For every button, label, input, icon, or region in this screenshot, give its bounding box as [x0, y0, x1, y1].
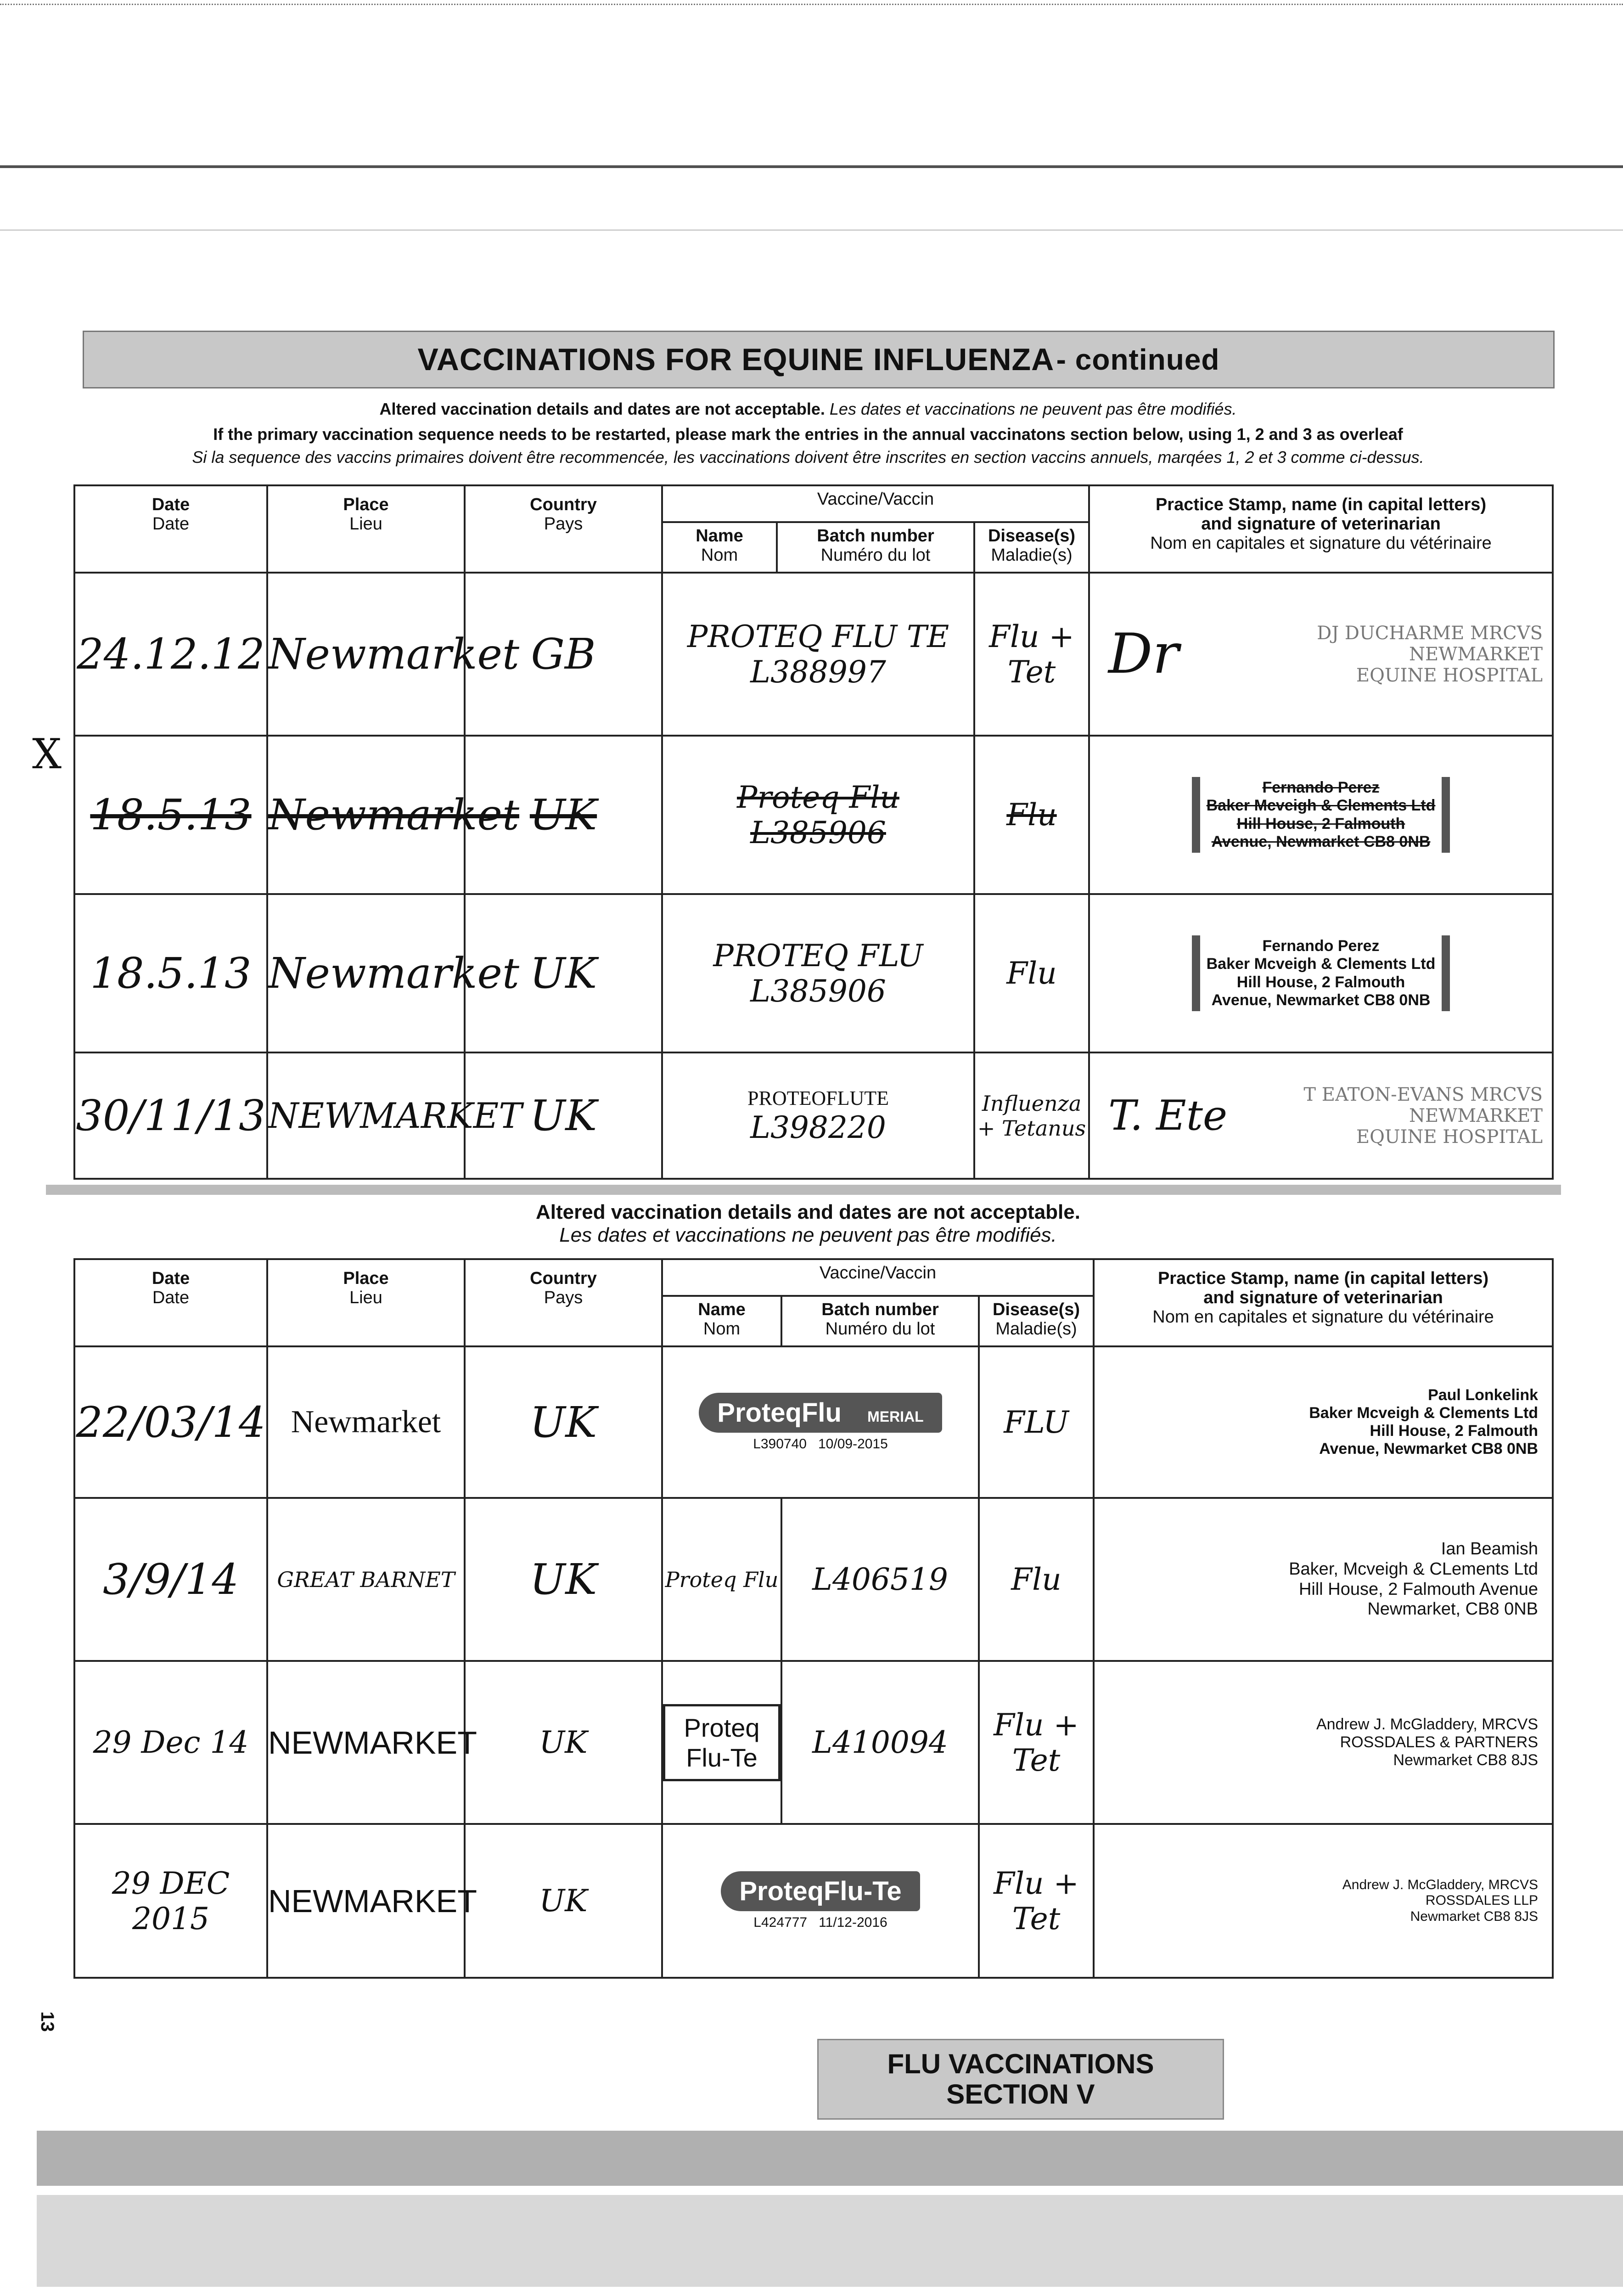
row-name: PROTEOFLUTE — [747, 1086, 889, 1109]
row-vaccine-label — [662, 1346, 979, 1498]
row-vaccine-label — [662, 1824, 979, 1978]
banner-title: VACCINATIONS FOR EQUINE INFLUENZA — [417, 342, 1055, 377]
notice-line-3: Si la sequence des vaccins primaires doivent être recommencée, les vaccinations doivent être inscrites en section vaccins annuels, marqées 1, 2 et 3 comme ci-dessus. — [192, 448, 1424, 467]
header-date: Date Date — [74, 485, 267, 573]
row-vaccine — [662, 1052, 974, 1179]
vaccine-label-sticker: ProteqFlu MERIAL — [699, 1393, 942, 1433]
header-vaccine: Vaccine/Vaccin — [662, 1259, 1094, 1296]
row-country: UK — [465, 1052, 662, 1179]
row-name: Proteq Flu — [662, 1498, 781, 1661]
row-disease: FLU — [979, 1346, 1094, 1498]
row-batch: L388997 — [750, 654, 886, 690]
bottom-band — [37, 2131, 1623, 2186]
table-row — [74, 573, 1553, 736]
row-date: 22/03/14 — [74, 1346, 267, 1498]
section-banner — [83, 331, 1555, 388]
practice-stamp: Andrew J. McGladdery, MRCVS ROSSDALES & PARTNERS Newmarket CB8 8JS — [1316, 1715, 1539, 1769]
table-row — [74, 1661, 1553, 1824]
row-disease: Influenza + Tetanus — [974, 1052, 1089, 1179]
top-scan-edge — [0, 4, 1623, 6]
header-stamp: Practice Stamp, name (in capital letters) and signature of veterinarian Nom en capitales et signature du vétérinaire — [1094, 1259, 1553, 1346]
header-name: Name Nom — [662, 522, 777, 573]
header-disease: Disease(s) Maladie(s) — [974, 522, 1089, 573]
header-place: Place Lieu — [267, 1259, 465, 1346]
row-date: 30/11/13 — [74, 1052, 267, 1179]
vet-signature: T. Ete — [1108, 1092, 1228, 1140]
row-stamp — [1094, 1824, 1553, 1978]
header-name: Name Nom — [662, 1296, 781, 1346]
section-label — [817, 2039, 1224, 2120]
practice-stamp: Ian Beamish Baker, Mcveigh & CLements Ltd Hill House, 2 Falmouth Avenue Newmarket, CB8 0NB — [1289, 1539, 1539, 1619]
vaccine-label-lot: L390740 10/09-2015 — [753, 1436, 888, 1452]
row-place: NEWMARKET — [267, 1661, 465, 1824]
row-name: Proteq Flu — [737, 779, 899, 815]
bottom-band-lower — [37, 2195, 1623, 2287]
header-disease: Disease(s) Maladie(s) — [979, 1296, 1094, 1346]
row-place: NEWMARKET — [267, 1052, 465, 1179]
row-stamp — [1094, 1498, 1553, 1661]
header-batch: Batch number Numéro du lot — [781, 1296, 979, 1346]
vaccine-name-stamp: Proteq Flu-Te — [663, 1704, 781, 1781]
practice-stamp: Fernando Perez Baker Mcveigh & Clements Ltd Hill House, 2 Falmouth Avenue, Newmarket CB8 0NB — [1192, 935, 1450, 1011]
header-place: Place Lieu — [267, 485, 465, 573]
row-vaccine — [662, 573, 974, 736]
row-batch: L410094 — [781, 1661, 979, 1824]
row-country: UK — [465, 1346, 662, 1498]
page-number: 13 — [37, 2011, 57, 2032]
row-vaccine — [662, 736, 974, 894]
row-name — [662, 1661, 781, 1824]
divider-strip — [46, 1185, 1561, 1195]
row-country: GB — [465, 573, 662, 736]
table-row — [74, 894, 1553, 1052]
row-country: UK — [465, 736, 662, 894]
row-stamp — [1089, 1052, 1553, 1179]
row-batch: L385906 — [750, 973, 886, 1009]
row-country: UK — [465, 1824, 662, 1978]
row-batch: L385906 — [750, 815, 886, 850]
row-date: 18.5.13 — [74, 894, 267, 1052]
header-date: Date Date — [74, 1259, 267, 1346]
row-batch: L406519 — [781, 1498, 979, 1661]
notice-en: Altered vaccination details and dates are not acceptable. — [379, 400, 825, 418]
row-vaccine — [662, 894, 974, 1052]
altered-notice-fr: Les dates et vaccinations ne peuvent pas être modifiés. — [559, 1224, 1057, 1246]
notice-line-2: If the primary vaccination sequence needs to be restarted, please mark the entries in the annual vaccinatons section below, using 1, 2 and 3 as overleaf — [213, 425, 1403, 444]
practice-stamp: T EATON-EVANS MRCVS NEWMARKET EQUINE HOSPITAL — [1303, 1084, 1543, 1148]
vaccine-label-sticker: ProteqFlu-Te — [721, 1871, 920, 1911]
altered-notice-en: Altered vaccination details and dates are not acceptable. — [536, 1201, 1080, 1223]
practice-stamp: Paul Lonkelink Baker Mcveigh & Clements Ltd Hill House, 2 Falmouth Avenue, Newmarket CB8 0NB — [1309, 1386, 1539, 1458]
header-country: Country Pays — [465, 1259, 662, 1346]
row-batch: L398220 — [750, 1109, 886, 1145]
table-row — [74, 1498, 1553, 1661]
header-batch: Batch number Numéro du lot — [777, 522, 974, 573]
vaccination-table-2 — [73, 1258, 1554, 1979]
table-row-struck — [74, 736, 1553, 894]
table-row — [74, 1346, 1553, 1498]
row-stamp — [1094, 1661, 1553, 1824]
header-country: Country Pays — [465, 485, 662, 573]
row-date: 29 DEC 2015 — [74, 1824, 267, 1978]
notice-line-1 — [28, 400, 1589, 419]
table-row — [74, 1824, 1553, 1978]
row-country: UK — [465, 1661, 662, 1824]
banner-suffix: - continued — [1056, 343, 1220, 376]
row-disease: Flu + Tet — [974, 573, 1089, 736]
row-stamp — [1089, 573, 1553, 736]
margin-cross-mark: X — [32, 730, 62, 778]
top-thin-rule — [0, 230, 1623, 231]
row-stamp — [1094, 1346, 1553, 1498]
row-stamp — [1089, 894, 1553, 1052]
section-line-1: FLU VACCINATIONS — [887, 2048, 1154, 2079]
row-date: 24.12.12 — [74, 573, 267, 736]
row-date: 3/9/14 — [74, 1498, 267, 1661]
row-disease: Flu — [974, 736, 1089, 894]
row-disease: Flu + Tet — [979, 1661, 1094, 1824]
row-disease: Flu — [979, 1498, 1094, 1661]
top-rule — [0, 165, 1623, 168]
row-date: 18.5.13 — [74, 736, 267, 894]
row-disease: Flu — [974, 894, 1089, 1052]
row-name: PROTEQ FLU — [713, 938, 923, 974]
section-line-2: SECTION V — [946, 2079, 1095, 2110]
row-date: 29 Dec 14 — [74, 1661, 267, 1824]
row-place: NEWMARKET — [267, 1824, 465, 1978]
row-disease: Flu + Tet — [979, 1824, 1094, 1978]
vaccine-label-lot: L424777 11/12-2016 — [753, 1915, 887, 1930]
notice-fr: Les dates et vaccinations ne peuvent pas être modifiés. — [829, 400, 1237, 418]
vet-signature: Dr — [1108, 622, 1179, 686]
vaccination-table-1 — [73, 484, 1554, 1180]
row-place: Newmarket — [267, 573, 465, 736]
row-place: Newmarket — [267, 736, 465, 894]
header-stamp: Practice Stamp, name (in capital letters) and signature of veterinarian Nom en capitales et signature du vétérinaire — [1089, 485, 1553, 573]
row-country: UK — [465, 1498, 662, 1661]
practice-stamp: Fernando Perez Baker Mcveigh & Clements Ltd Hill House, 2 Falmouth Avenue, Newmarket CB8 0NB — [1192, 777, 1450, 852]
row-stamp — [1089, 736, 1553, 894]
row-place: Newmarket — [267, 1346, 465, 1498]
header-vaccine: Vaccine/Vaccin — [662, 485, 1089, 522]
practice-stamp: DJ DUCHARME MRCVS NEWMARKET EQUINE HOSPITAL — [1317, 622, 1543, 686]
row-place: GREAT BARNET — [267, 1498, 465, 1661]
practice-stamp: Andrew J. McGladdery, MRCVS ROSSDALES LLP Newmarket CB8 8JS — [1342, 1877, 1539, 1924]
table-row — [74, 1052, 1553, 1179]
row-name: PROTEQ FLU TE — [687, 619, 949, 654]
row-place: Newmarket — [267, 894, 465, 1052]
row-country: UK — [465, 894, 662, 1052]
